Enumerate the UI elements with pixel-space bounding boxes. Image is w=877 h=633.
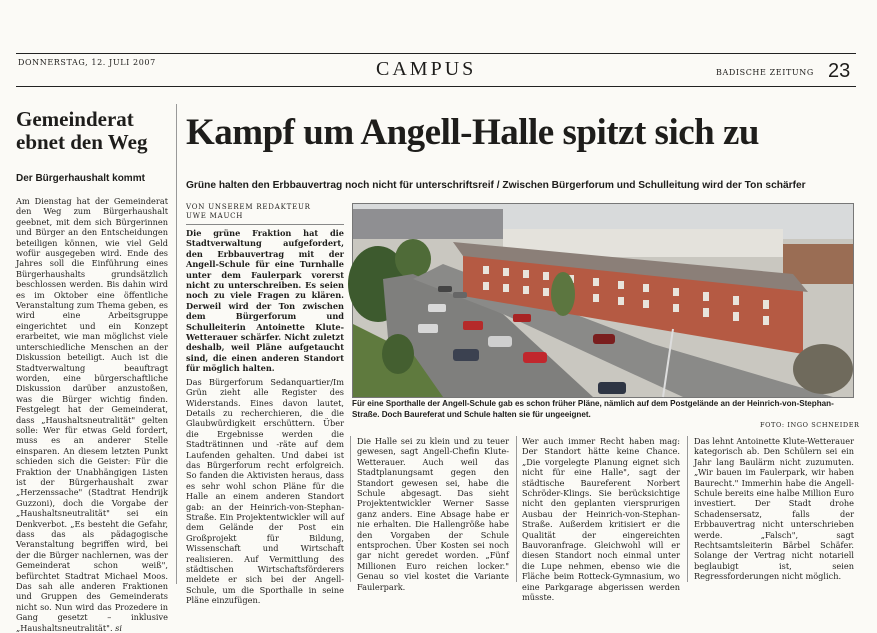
column-divider — [516, 436, 517, 582]
column-divider — [176, 104, 177, 584]
publication-name: BADISCHE ZEITUNG — [716, 68, 814, 77]
main-article-column-4: Das lehnt Antoinette Klute-Wetterauer kategorisch ab. Den Schülern sei ein Jahr lang Baulärm nicht zuzumuten. „Wir bauen im Faulerpark, wir haben Baurecht." Immerhin habe die Angell-Schule bereits eine halbe Million Euro investiert. Der Stadt drohe Schadensersatz, falls der Erbbauvertrag nicht unterschrieben werde. „Falsch", sagt Rechtsamtsleiterin Bärbel Schäfer. Solange der Vertrag nicht notariell beglaubigt ist, seien Regressforderungen nicht möglich. — [694, 436, 854, 582]
column-1-text: Das Bürgerforum Sedanquartier/Im Grün zieht alle Register des Widerstands. Eines davon lautet, Details zu recherchieren, die die Glaubwürdigkeit erschüttern. Über die Ergebnisse werden die Stadträtinnen und -räte auf dem Laufenden gehalten. Und dabei ist das Bürgerforum recht erfolgreich. So fanden die Aktivisten heraus, dass es sehr wohl schon Pläne für die Halle an einem anderen Standort gab: an der Heinrich-von-Stephan-Straße. Ein Projektentwickler will auf dem Gelände der Post ein Großprojekt für Bildung, Wissenschaft und Wirtschaft realisieren. Auf Vermittlung des städtischen Wirtschaftsförderers meldete er sich bei der Angell-Schule, um die Sporthalle in seine Pläne einzufügen. — [186, 376, 344, 606]
main-article-column-2: Die Halle sei zu klein und zu teuer gewesen, sagt Angell-Chefin Klute-Wetterauer. Auch weil das Stadtplanungsamt gegen den Standort gewesen sei, habe die Schule abgesagt. Das sieht Projektentwickler Werner Sasse ganz anders. Eine Absage habe er nie erhalten. Die Hallengröße habe den Vorgaben der Schule entsprochen. Über Kosten sei noch gar nicht geredet worden. „Fünf Millionen Euro reichen locker." Genau so viel kostet die Variante Faulerpark. — [357, 436, 509, 592]
photo-credit: FOTO: INGO SCHNEIDER — [760, 421, 860, 429]
side-article-subtitle: Der Bürgerhaushalt kommt — [16, 173, 145, 184]
section-title: CAMPUS — [376, 58, 477, 80]
top-rule — [16, 53, 856, 54]
page-number: 23 — [828, 60, 851, 82]
photo-caption: Für eine Sporthalle der Angell-Schule gab es schon früher Pläne, nämlich auf dem Postgelände an der Heinrich-von-Stephan-Straße. Doch Baureferat und Schule halten sie für ungeeignet. — [352, 399, 834, 419]
column-divider — [687, 436, 688, 582]
main-article-column-1 — [186, 228, 344, 606]
byline: VON UNSEREM REDAKTEUR UWE MAUCH — [186, 203, 311, 220]
byline-rule — [186, 224, 344, 225]
side-article-author: si — [115, 622, 122, 633]
side-article-body: Am Dienstag hat der Gemeinderat den Weg zum Bürgerhaushalt geebnet, mit dem sich Bürgerinnen und Bürger an den Entscheidungen beteiligen können, wie viel Geld wofür ausgegeben wird. Ende des Jahres soll die Einführung eines Bürgerhaushalts grundsätzlich beschlossen werden. Bis dahin wird es im Oktober eine öffentliche Veranstaltung zum Thema geben, es wird eine Arbeitsgruppe eingerichtet und ein Konzept erarbeitet, wie man möglichst viele unterschiedliche Menschen an der Diskussion beteiligt. Auch ist die Stadtverwaltung beauftragt worden, eine bürgerschaftliche Diskussion darüber anzustoßen, was die Bürger wichtig finden. Festgelegt hat der Gemeinderat, dass „Haushaltsneutralität" gelten solle: Wer für etwas Geld fordert, muss es an anderer Stelle einsparen. An diesem letzten Punkt schieden sich die Geister: Für die Fraktion der Unabhängigen Listen ist der Bürgerhaushalt zwar „Herzenssache" (Stadtrat Hendrijk Guzzoni), doch die Vorgabe der „Haushaltsneutralität" sei ein Denkverbot. „Es besteht die Gefahr, dass das als pädagogische Veranstaltung begriffen wird, bei der die Bürger nachlernen, was der Gemeinderat schon weiß", befürchtet Stadtrat Michael Moos. Das sah alle anderen Fraktionen und Gruppen des Gemeinderats nicht so. Nun wird das Prozedere in Gang gesetzt – inklusive „Haushaltsneutralität". si — [16, 196, 168, 633]
lead-paragraph: Die grüne Fraktion hat die Stadtverwaltung aufgefordert, den Erbbauvertrag mit der Angell-Schule für eine Turnhalle unter dem Faulerpark vorerst nicht zu unterschreiben. Es seien noch zu viele Fragen zu klären. Derweil wird der Ton zwischen dem Bürgerforum und Schulleiterin Antoinette Klute-Wetterauer schärfer. Nicht zuletzt deshalb, weil Pläne aufgetaucht sind, die einen anderen Standort für möglich halten. — [186, 228, 344, 374]
main-article-subtitle: Grüne halten den Erbbauvertrag noch nicht für unterschriftsreif / Zwischen Bürgerforum und Schulleitung wird der Ton schärfer — [186, 180, 806, 191]
side-article-title: Gemeinderat ebnet den Weg — [16, 107, 148, 154]
column-divider — [350, 436, 351, 582]
main-article-column-3: Wer auch immer Recht haben mag: Der Standort hätte keine Chance. „Die vorgelegte Planung eignet sich nicht für eine Halle", sagt der städtische Baureferent Norbert Schröder-Klings. Sie berücksichtige nicht den geplanten viersprurigen Ausbau der Heinrich-von-Stephan-Straße. Außerdem kritisiert er die Qualität der eingereichten Bauvoranfrage. Gleichwohl will er diesen Standort noch einmal unter die Lupe nehmen, ebenso wie die Fläche beim Rotteck-Gymnasium, wo eine Parkgarage abgerissen werden müsste. — [522, 436, 680, 603]
header-rule — [16, 86, 856, 87]
issue-date: DONNERSTAG, 12. JULI 2007 — [18, 58, 156, 67]
main-article-title: Kampf um Angell-Halle spitzt sich zu — [186, 112, 759, 153]
article-photo — [352, 203, 854, 398]
